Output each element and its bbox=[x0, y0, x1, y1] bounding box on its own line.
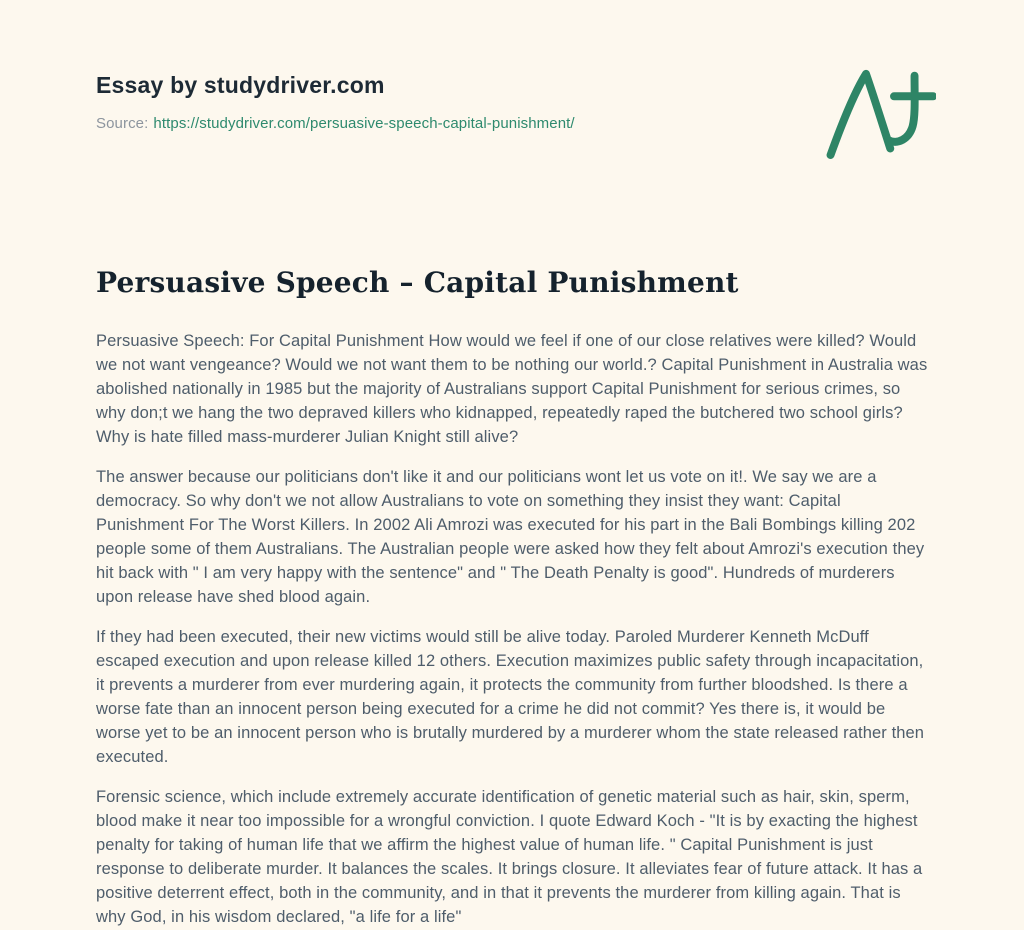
site-title: Essay by studydriver.com bbox=[96, 72, 385, 98]
source-label: Source: bbox=[96, 115, 149, 132]
essay-paragraph-1: Persuasive Speech: For Capital Punishment How would we feel if one of our close relatives were killed? Would we not want vengeance? Would we not want them to be nothing our world.? Capital Punishment in Australia was abolished nationally in 1985 but the majority of Australians support Capital Punishment for serious crimes, so why don;t we hang the two depraved killers who kidnapped, repeatedly raped the butchered two school girls? Why is hate filled mass-murderer Julian Knight still alive? bbox=[96, 332, 928, 446]
a-plus-logo-icon bbox=[824, 66, 936, 162]
studydriver-logo bbox=[824, 66, 936, 162]
essay-content bbox=[96, 266, 928, 929]
source-url-link[interactable]: https://studydriver.com/persuasive-speech-capital-punishment/ bbox=[153, 115, 575, 132]
essay-paragraph-3: If they had been executed, their new victims would still be alive today. Paroled Murderer Kenneth McDuff escaped execution and upon release killed 12 others. Execution maximizes public safety through incapacitation, it prevents a murderer from ever murdering again, it protects the community from further bloodshed. Is there a worse fate than an innocent person being executed for a crime he did not commit? Yes there is, it would be worse yet to be an innocent person who is brutally murdered by a murderer whom the state released rather then executed. bbox=[96, 628, 925, 766]
header-text-block bbox=[96, 72, 575, 132]
essay-paragraph-2: The answer because our politicians don't like it and our politicians wont let us vote on it!. We say we are a democracy. So why don't we not allow Australians to vote on something they insist they want: Capital Punishment For The Worst Killers. In 2002 Ali Amrozi was executed for his part in the Bali Bombings killing 202 people some of them Australians. The Australian people were asked how they felt about Amrozi's execution they hit back with " I am very happy with the sentence" and " The Death Penalty is good". Hundreds of murderers upon release have shed blood again. bbox=[96, 468, 925, 606]
source-line bbox=[96, 115, 575, 132]
page-header bbox=[96, 72, 928, 162]
essay-paragraph-4: Forensic science, which include extremely accurate identification of genetic material such as hair, skin, sperm, blood make it near too impossible for a wrongful conviction. I quote Edward Koch - "It is by exacting the highest penalty for taking of human life that we affirm the highest value of human life. " Capital Punishment is just response to deliberate murder. It balances the scales. It brings closure. It alleviates fear of future attack. It has a positive deterrent effect, both in the community, and in that it prevents the murderer from killing again. That is why God, in his wisdom declared, "a life for a life" bbox=[96, 788, 923, 926]
essay-title: Persuasive Speech – Capital Punishment bbox=[96, 266, 739, 299]
